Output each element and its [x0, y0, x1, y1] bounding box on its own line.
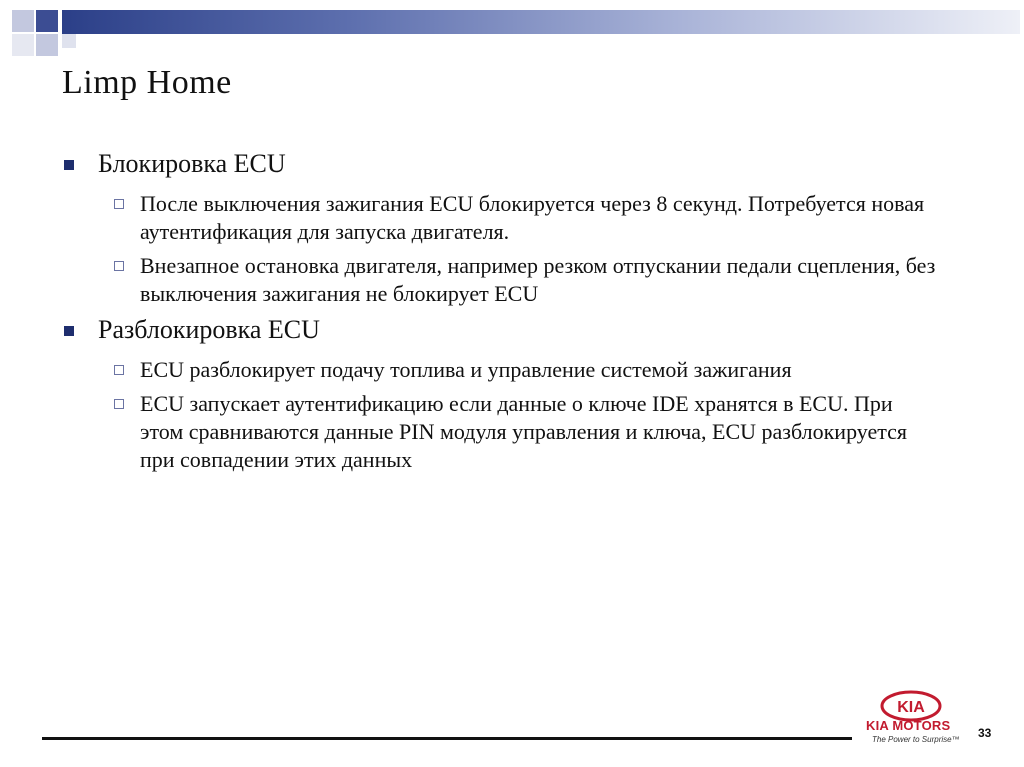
list-item-text: ECU запускает аутентификацию если данные о ключе IDE хранятся в ECU. При этом сравниваются данные PIN модуля управления и ключа, ECU разблокируется при совпадении этих данных: [140, 391, 908, 472]
section-heading: [62, 148, 962, 180]
hollow-square-bullet-icon: [114, 199, 124, 209]
brand-tagline: The Power to Surprise™: [872, 735, 960, 744]
section-heading: [62, 314, 962, 346]
hollow-square-bullet-icon: [114, 261, 124, 271]
decor-square: [36, 10, 58, 32]
section-heading-text: Разблокировка ECU: [98, 315, 320, 344]
hollow-square-bullet-icon: [114, 399, 124, 409]
section-heading-text: Блокировка ECU: [98, 149, 286, 178]
decor-square: [12, 10, 34, 32]
brand-name: KIA MOTORS: [866, 718, 951, 733]
slide-content: [62, 148, 962, 480]
decor-square: [62, 34, 76, 48]
decor-square: [36, 34, 58, 56]
list-item-text: ECU разблокирует подачу топлива и управление системой зажигания: [140, 357, 792, 382]
kia-logo-text: KIA: [897, 699, 925, 716]
list-item: [114, 390, 962, 474]
square-bullet-icon: [64, 326, 74, 336]
list-item: [114, 356, 962, 384]
list-item-text: После выключения зажигания ECU блокируется через 8 секунд. Потребуется новая аутентификация для запуска двигателя.: [140, 191, 925, 244]
decor-square: [12, 34, 34, 56]
list-item: [114, 190, 962, 246]
slide-title: Limp Home: [62, 64, 232, 101]
list-item: [114, 252, 962, 308]
footer-divider: [42, 737, 852, 740]
hollow-square-bullet-icon: [114, 365, 124, 375]
header-gradient-bar: [62, 10, 1020, 34]
square-bullet-icon: [64, 160, 74, 170]
page-number: 33: [978, 726, 992, 740]
list-item-text: Внезапное остановка двигателя, например резком отпускании педали сцепления, без выключения зажигания не блокирует ECU: [140, 253, 936, 306]
